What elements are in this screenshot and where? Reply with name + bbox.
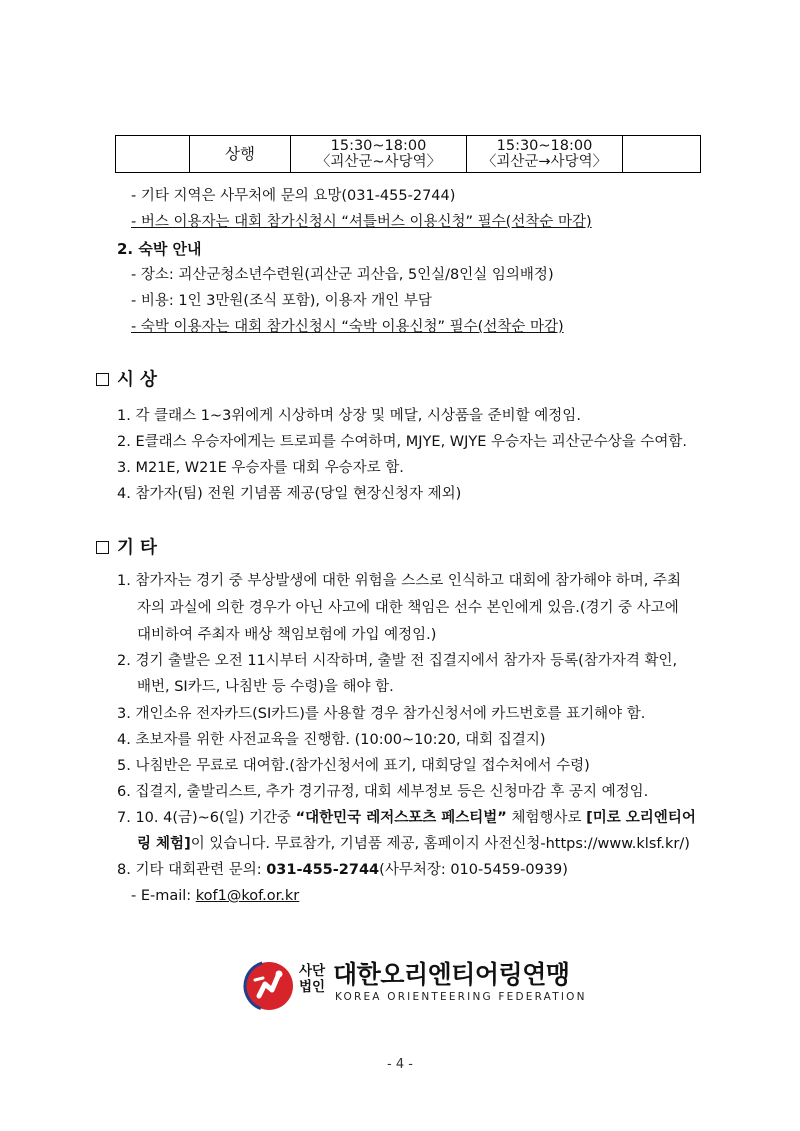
award-item: 2. E클래스 우승자에게는 트로피를 수여하며, MJYE, WJYE 우승자는 괴산군수상을 수여함. <box>117 434 687 450</box>
item7-text: 체험행사로 <box>506 810 587 826</box>
lodging-item: - 비용: 1인 3만원(조식 포함), 이용자 개인 부담 <box>131 293 432 309</box>
logo-small-text <box>299 963 325 995</box>
other-item-cont: 배번, SI카드, 나침반 등 수령)을 해야 함. <box>137 679 394 695</box>
kof-logo <box>243 958 587 1014</box>
logo-organization-name: 대한오리엔티어링연맹 <box>333 960 570 989</box>
other-heading-text: 기 타 <box>117 538 157 558</box>
logo-english-name: KOREA ORIENTEERING FEDERATION <box>335 991 587 1003</box>
other-item: 1. 참가자는 경기 중 부상발생에 대한 위험을 스스로 인식하고 대회에 참가해야 하며, 주최 <box>117 573 681 589</box>
lodging-item: - 장소: 괴산군청소년수련원(괴산군 괴산읍, 5인실/8인실 임의배정) <box>131 267 554 283</box>
schedule-route: 〈괴산군~사당역〉 <box>315 154 442 170</box>
other-item <box>117 808 696 828</box>
award-item: 4. 참가자(팀) 전원 기념품 제공(당일 현장신청자 제외) <box>117 486 462 502</box>
kof-emblem-icon <box>243 960 295 1012</box>
other-item-cont: 대비하여 주최자 배상 책임보험에 가입 예정임.) <box>137 627 437 643</box>
other-item: 3. 개인소유 전자카드(SI카드)를 사용할 경우 참가신청서에 카드번호를 표기해야 함. <box>117 706 646 722</box>
contact-phone: 031-455-2744 <box>266 862 380 878</box>
maze-experience: [미로 오리엔티어 <box>586 810 696 826</box>
awards-heading <box>96 369 157 391</box>
table-cell-schedule <box>467 136 623 173</box>
logo-small-top: 사단 <box>299 963 326 979</box>
bus-schedule-table <box>115 135 701 173</box>
awards-heading-text: 시 상 <box>117 370 157 390</box>
other-item-cont <box>137 834 690 854</box>
other-item <box>117 860 568 880</box>
item7-text: 이 있습니다. 무료참가, 기념품 제공, 홈페이지 사전신청-https://www.klsf.kr/) <box>190 836 690 852</box>
other-item-cont: 자의 과실에 의한 경우가 아닌 사고에 대한 책임은 선수 본인에게 있음.(경기 중 사고에 <box>137 600 679 616</box>
item7-text: 7. 10. 4(금)~6(일) 기간중 <box>117 810 296 826</box>
lodging-title: 2. 숙박 안내 <box>117 240 202 258</box>
other-item: 6. 집결지, 출발리스트, 추가 경기규정, 대회 세부정보 등은 신청마감 후 공지 예정임. <box>117 784 649 800</box>
checkbox-square-icon <box>96 373 109 386</box>
checkbox-square-icon <box>96 541 109 554</box>
email-line <box>131 886 299 906</box>
table-cell-empty <box>116 136 190 173</box>
table-row <box>116 136 701 173</box>
bus-note: - 기타 지역은 사무처에 문의 요망(031-455-2744) <box>131 188 456 204</box>
schedule-route: 〈괴산군→사당역〉 <box>481 154 608 170</box>
festival-name: “대한민국 레저스포츠 페스티벌” <box>295 810 507 826</box>
email-label: - E-mail: <box>131 888 196 904</box>
other-item: 2. 경기 출발은 오전 11시부터 시작하며, 출발 전 집결지에서 참가자 등록(참가자격 확인, <box>117 653 678 669</box>
page-number: - 4 - <box>387 1057 413 1072</box>
other-heading <box>96 537 157 559</box>
bus-note: - 버스 이용자는 대회 참가신청시 “셔틀버스 이용신청” 필수(선착순 마감) <box>131 214 592 230</box>
table-cell-schedule <box>291 136 467 173</box>
schedule-time: 15:30~18:00 <box>330 138 427 154</box>
maze-experience: 링 체험] <box>137 836 191 852</box>
logo-small-bottom: 법인 <box>299 979 326 995</box>
table-cell-direction: 상행 <box>190 136 291 173</box>
table-cell-empty <box>623 136 701 173</box>
award-item: 1. 각 클래스 1~3위에게 시상하며 상장 및 메달, 시상품을 준비할 예정임. <box>117 408 581 424</box>
award-item: 3. M21E, W21E 우승자를 대회 우승자로 함. <box>117 460 404 476</box>
other-item: 5. 나침반은 무료로 대여함.(참가신청서에 표기, 대회당일 접수처에서 수령) <box>117 758 590 774</box>
item8-text: (사무처장: 010-5459-0939) <box>379 862 568 878</box>
schedule-time: 15:30~18:00 <box>496 138 593 154</box>
other-item: 4. 초보자를 위한 사전교육을 진행함. (10:00~10:20, 대회 집결지) <box>117 732 546 748</box>
item8-text: 8. 기타 대회관련 문의: <box>117 862 267 878</box>
lodging-item: - 숙박 이용자는 대회 참가신청시 “숙박 이용신청” 필수(선착순 마감) <box>131 319 564 335</box>
email-link[interactable]: kof1@kof.or.kr <box>195 888 300 904</box>
